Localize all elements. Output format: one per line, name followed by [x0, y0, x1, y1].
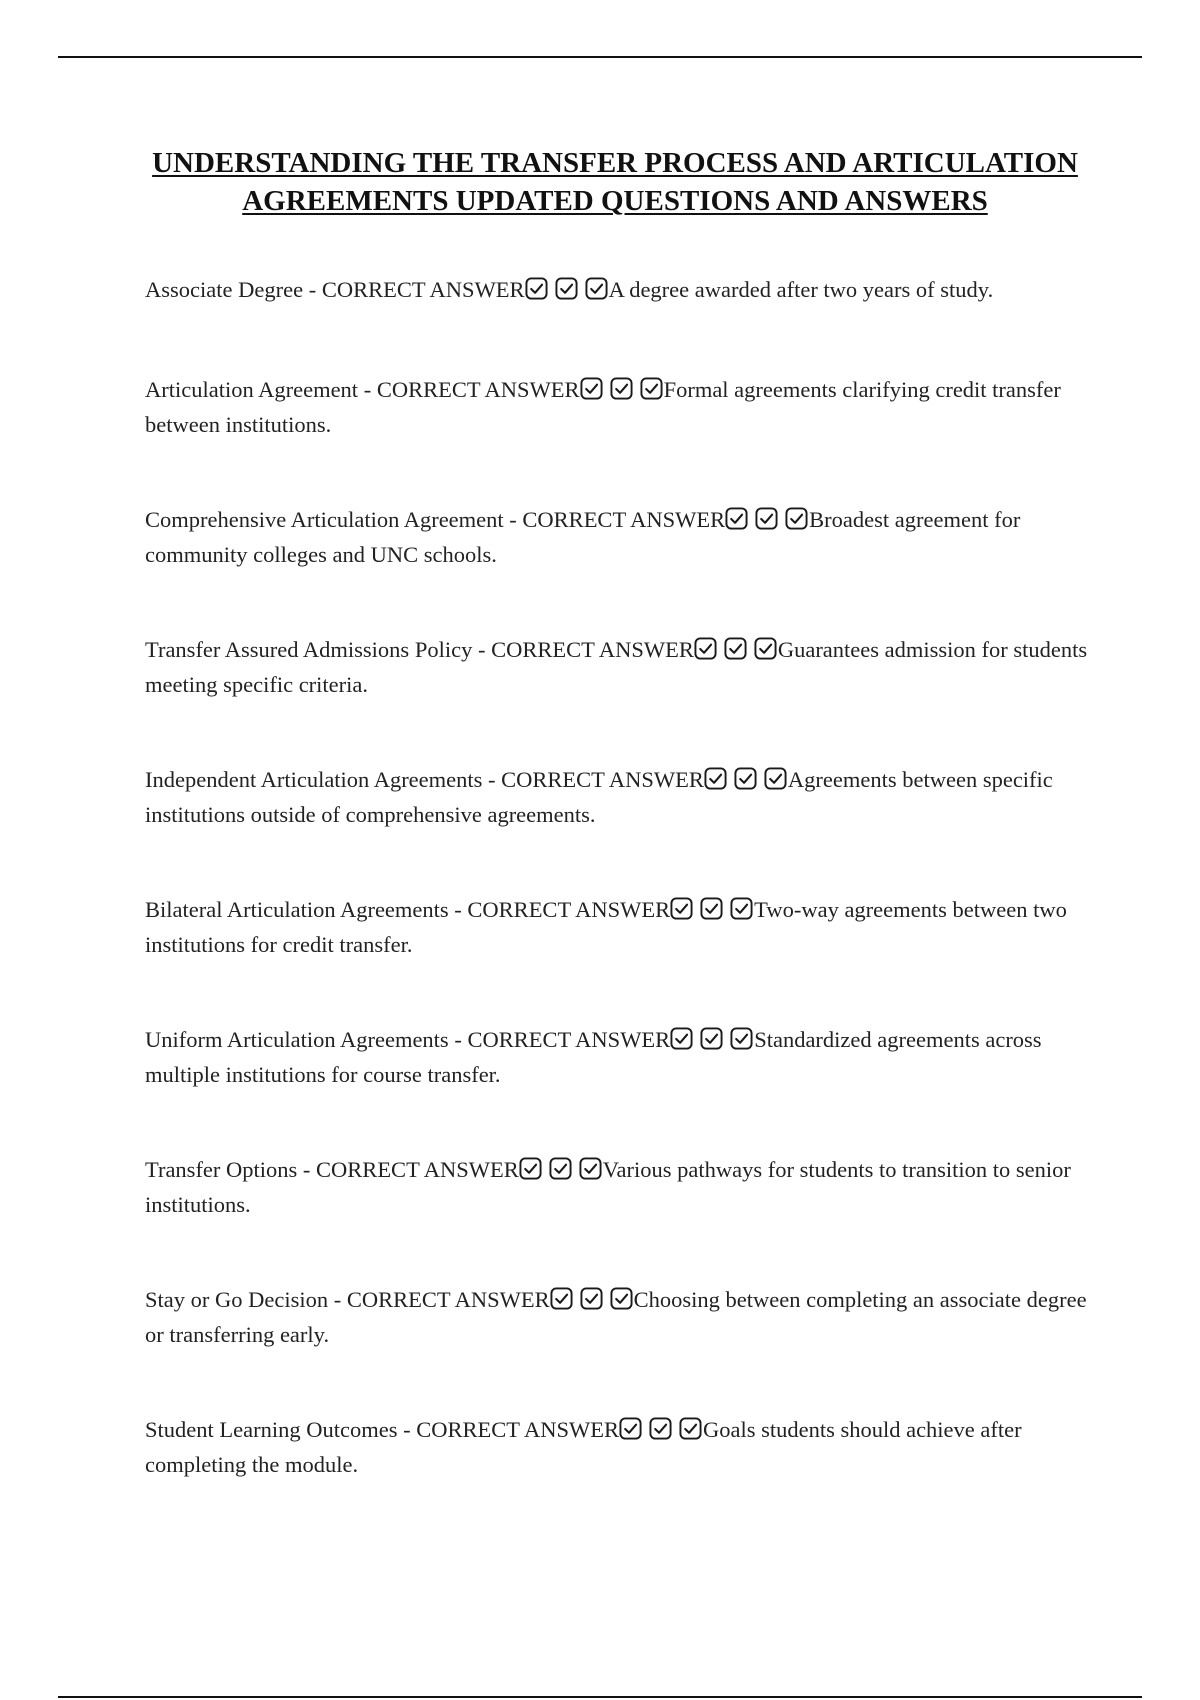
qa-separator: -	[503, 507, 523, 532]
qa-answer: A degree awarded after two years of study.	[608, 277, 994, 302]
qa-term: Comprehensive Articulation Agreement	[145, 507, 504, 532]
qa-item	[145, 634, 1090, 701]
qa-term: Articulation Agreement	[145, 377, 359, 402]
correct-answer-label: CORRECT ANSWER	[501, 767, 704, 792]
qa-term: Transfer Assured Admissions Policy	[145, 637, 473, 662]
bottom-rule	[58, 1696, 1142, 1698]
qa-term: Student Learning Outcomes	[145, 1417, 398, 1442]
qa-term: Uniform Articulation Agreements	[145, 1027, 449, 1052]
check-icons	[519, 1157, 603, 1189]
checked-box-icon	[755, 507, 778, 530]
check-icons	[694, 637, 778, 669]
checked-box-icon	[640, 377, 663, 400]
correct-answer-label: CORRECT ANSWER	[491, 637, 694, 662]
qa-term: Bilateral Articulation Agreements	[145, 897, 449, 922]
checked-box-icon	[670, 897, 693, 920]
checked-box-icon	[724, 637, 747, 660]
qa-answer: Choosing between completing an associate degree or transferring early.	[145, 1287, 1087, 1347]
correct-answer-label: CORRECT ANSWER	[416, 1417, 619, 1442]
qa-term: Associate Degree	[145, 277, 304, 302]
checked-box-icon	[700, 897, 723, 920]
qa-answer: Guarantees admission for students meeting specific criteria.	[145, 637, 1088, 697]
qa-item	[145, 504, 1090, 571]
checked-box-icon	[549, 1157, 572, 1180]
checked-box-icon	[585, 277, 608, 300]
qa-list	[145, 274, 1090, 1544]
checked-box-icon	[555, 277, 578, 300]
qa-item	[145, 1284, 1090, 1351]
checked-box-icon	[525, 277, 548, 300]
correct-answer-label: CORRECT ANSWER	[467, 897, 671, 922]
checked-box-icon	[700, 1027, 723, 1050]
top-rule	[58, 56, 1142, 58]
qa-answer: Standardized agreements across multiple institutions for course transfer.	[145, 1027, 1042, 1087]
qa-separator: -	[448, 1027, 468, 1052]
checked-box-icon	[704, 767, 727, 790]
correct-answer-label: CORRECT ANSWER	[522, 507, 726, 532]
qa-separator: -	[482, 767, 502, 792]
qa-answer: Agreements between specific institutions outside of comprehensive agreements.	[145, 767, 1053, 827]
qa-separator: -	[297, 1157, 317, 1182]
page-title: UNDERSTANDING THE TRANSFER PROCESS AND ARTICULATION AGREEMENTS UPDATED QUESTIONS AND ANSWERS	[152, 147, 1078, 217]
qa-item	[145, 1414, 1090, 1481]
checked-box-icon	[694, 637, 717, 660]
checked-box-icon	[725, 507, 748, 530]
qa-item	[145, 274, 1090, 309]
checked-box-icon	[764, 767, 787, 790]
correct-answer-label: CORRECT ANSWER	[376, 377, 580, 402]
qa-term: Transfer Options	[145, 1157, 298, 1182]
qa-answer: Formal agreements clarifying credit transfer between institutions.	[145, 377, 1061, 437]
check-icons	[704, 767, 788, 799]
qa-separator: -	[397, 1417, 417, 1442]
checked-box-icon	[670, 1027, 693, 1050]
qa-item	[145, 1154, 1090, 1221]
checked-box-icon	[579, 1157, 602, 1180]
checked-box-icon	[754, 637, 777, 660]
checked-box-icon	[619, 1417, 642, 1440]
checked-box-icon	[730, 1027, 753, 1050]
check-icons	[670, 1027, 754, 1059]
correct-answer-label: CORRECT ANSWER	[321, 277, 525, 302]
check-icons	[725, 507, 809, 539]
qa-item	[145, 894, 1090, 961]
qa-separator: -	[303, 277, 322, 302]
qa-item	[145, 764, 1090, 831]
qa-separator: -	[448, 897, 468, 922]
check-icons	[550, 1287, 634, 1319]
checked-box-icon	[550, 1287, 573, 1310]
checked-box-icon	[785, 507, 808, 530]
qa-term: Stay or Go Decision	[145, 1287, 329, 1312]
check-icons	[619, 1417, 703, 1449]
qa-answer: Various pathways for students to transition to senior institutions.	[145, 1157, 1071, 1217]
qa-answer: Broadest agreement for community colleges and UNC schools.	[145, 507, 1021, 567]
correct-answer-label: CORRECT ANSWER	[316, 1157, 519, 1182]
check-icons	[580, 377, 664, 409]
qa-separator: -	[328, 1287, 347, 1312]
checked-box-icon	[610, 1287, 633, 1310]
correct-answer-label: CORRECT ANSWER	[346, 1287, 550, 1312]
qa-separator: -	[472, 637, 492, 662]
qa-term: Independent Articulation Agreements	[145, 767, 483, 792]
checked-box-icon	[679, 1417, 702, 1440]
checked-box-icon	[649, 1417, 672, 1440]
check-icons	[525, 277, 609, 309]
check-icons	[670, 897, 754, 929]
qa-answer: Two-way agreements between two institutions for credit transfer.	[145, 897, 1067, 957]
checked-box-icon	[610, 377, 633, 400]
checked-box-icon	[734, 767, 757, 790]
checked-box-icon	[580, 377, 603, 400]
checked-box-icon	[580, 1287, 603, 1310]
qa-answer: Goals students should achieve after completing the module.	[145, 1417, 1022, 1477]
correct-answer-label: CORRECT ANSWER	[467, 1027, 671, 1052]
checked-box-icon	[519, 1157, 542, 1180]
qa-separator: -	[358, 377, 377, 402]
checked-box-icon	[730, 897, 753, 920]
qa-item	[145, 1024, 1090, 1091]
qa-item	[145, 374, 1090, 441]
